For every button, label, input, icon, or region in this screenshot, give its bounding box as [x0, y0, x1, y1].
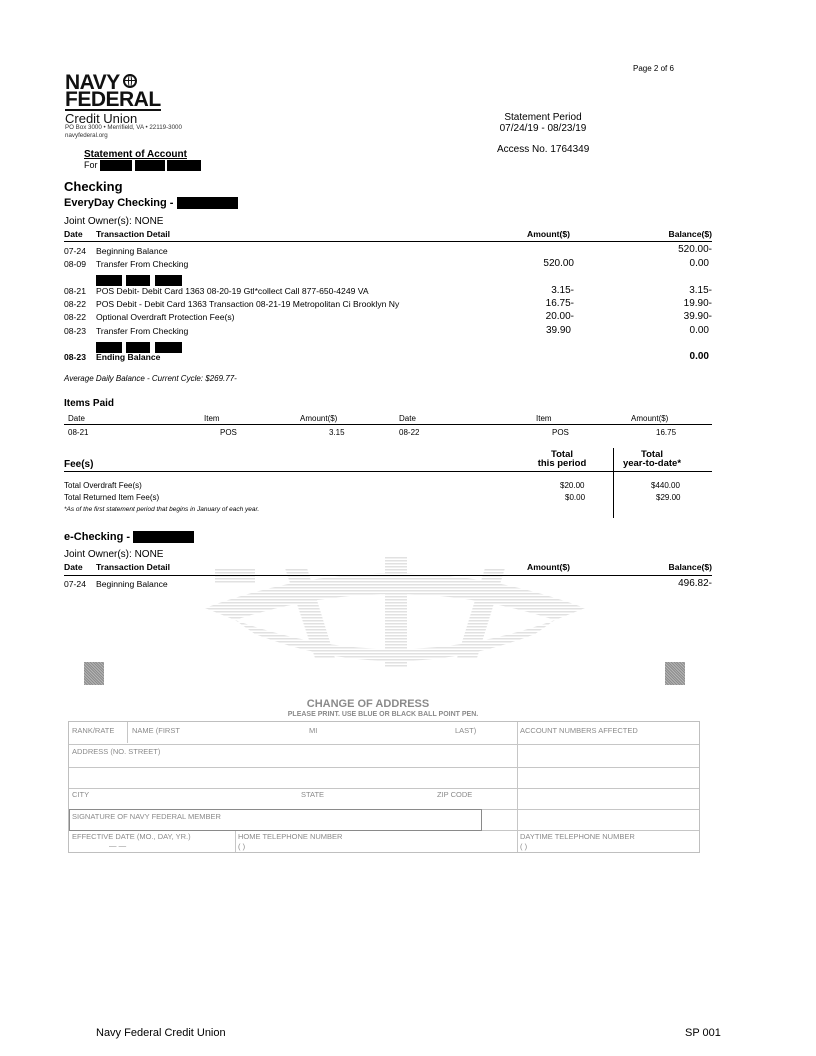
redaction-bar: [133, 531, 194, 543]
name-first-label: NAME (FIRST: [132, 726, 180, 735]
statement-for-line: For: [84, 160, 201, 171]
items-paid-row: 08-21 POS 3.15 08-22 POS 16.75: [68, 428, 677, 437]
redaction-bar: [167, 160, 201, 171]
footer-left: Navy Federal Credit Union: [96, 1027, 226, 1039]
globe-icon: [123, 74, 137, 88]
signature-label: SIGNATURE OF NAVY FEDERAL MEMBER: [72, 812, 221, 821]
effective-date-label: EFFECTIVE DATE (MO., DAY, YR.): [72, 832, 191, 841]
change-of-address-form: [68, 721, 700, 853]
effective-date-dashes: — —: [109, 841, 127, 850]
fees-title: Fee(s): [64, 459, 94, 470]
redaction-bar: [155, 275, 182, 286]
registration-mark: [84, 662, 104, 685]
logo-federal-text: FEDERAL: [65, 88, 161, 111]
e-checking-header-row: Date Transaction Detail Amount($) Balance($): [64, 562, 712, 572]
redaction-bar: [126, 275, 150, 286]
average-daily-balance: Average Daily Balance - Current Cycle: $269.77-: [64, 374, 237, 383]
table-row: 08-09 Transfer From Checking 520.00 0.00: [64, 258, 709, 269]
mi-label: MI: [309, 726, 318, 735]
zip-code-label: ZIP CODE: [437, 790, 473, 799]
address-label: ADDRESS (NO. STREET): [72, 747, 161, 756]
last-label: LAST): [455, 726, 477, 735]
table-row: 08-22 POS Debit - Debit Card 1363 Transaction 08-21-19 Metropolitan Ci Brooklyn Ny 16.75- 19.90-: [64, 298, 712, 309]
footer-right: SP 001: [685, 1027, 721, 1039]
access-number: Access No. 1764349: [497, 144, 590, 155]
table-row: 08-23 Transfer From Checking 39.90 0.00: [64, 325, 709, 336]
checking-header-row: Date Transaction Detail Amount($) Balance($): [64, 229, 712, 239]
e-checking-account: e-Checking -: [64, 531, 194, 543]
joint-owner: Joint Owner(s): NONE: [64, 216, 164, 227]
city-label: CITY: [72, 790, 90, 799]
home-phone-parens: ( ): [238, 842, 246, 851]
account-numbers-label: ACCOUNT NUMBERS AFFECTED: [520, 726, 638, 735]
daytime-phone-label: DAYTIME TELEPHONE NUMBER: [520, 832, 635, 841]
logo-credit-union-text: Credit Union: [65, 111, 138, 126]
redaction-bar: [96, 275, 122, 286]
checking-section-title: Checking: [64, 179, 123, 194]
table-row: 08-21 POS Debit- Debit Card 1363 08-20-19 Gtl*collect Call 877-650-4249 VA 3.15- 3.15-: [64, 285, 712, 296]
table-row: 07-24 Beginning Balance 520.00-: [64, 244, 712, 256]
daytime-phone-parens: ( ): [520, 842, 528, 851]
fee-row: Total Returned Item Fee(s) $0.00 $29.00: [64, 493, 681, 502]
statement-title: Statement of Account: [84, 149, 187, 160]
fee-row: Total Overdraft Fee(s) $20.00 $440.00: [64, 481, 680, 490]
redaction-bar: [100, 160, 132, 171]
rank-rate-label: RANK/RATE: [72, 726, 115, 735]
fees-footnote: *As of the first statement period that begins in January of each year.: [64, 506, 260, 513]
redaction-bar: [177, 197, 238, 209]
table-row: 08-22 Optional Overdraft Protection Fee(s) 20.00- 39.90-: [64, 311, 712, 322]
page-number: Page 2 of 6: [633, 64, 674, 73]
bank-address: PO Box 3000 • Merrifield, VA • 22119-3000: [65, 124, 182, 131]
bank-logo: [65, 71, 161, 126]
items-paid-title: Items Paid: [64, 398, 115, 409]
change-of-address-subtitle: PLEASE PRINT. USE BLUE OR BLACK BALL POINT PEN.: [287, 711, 479, 718]
fees-total-ytd-header: Total year-to-date*: [622, 449, 682, 469]
e-checking-joint-owner: Joint Owner(s): NONE: [64, 549, 164, 560]
items-paid-header: Date Item Amount($) Date Item Amount($): [68, 414, 669, 423]
redaction-bar: [135, 160, 165, 171]
ending-balance-row: 08-23 Ending Balance 0.00: [64, 351, 709, 362]
bank-website: navyfederal.org: [65, 132, 108, 139]
fees-total-period-header: Total this period: [537, 449, 587, 469]
state-label: STATE: [301, 790, 325, 799]
home-phone-label: HOME TELEPHONE NUMBER: [238, 832, 343, 841]
registration-mark: [665, 662, 685, 685]
logo-navy-text: NAVY: [65, 71, 120, 94]
change-of-address-title: CHANGE OF ADDRESS: [306, 698, 430, 710]
statement-period-value: 07/24/19 - 08/23/19: [499, 123, 587, 134]
statement-period-label: Statement Period: [504, 112, 582, 123]
everyday-checking-account: EveryDay Checking -: [64, 197, 238, 209]
table-row: 07-24 Beginning Balance 496.82-: [64, 578, 712, 589]
